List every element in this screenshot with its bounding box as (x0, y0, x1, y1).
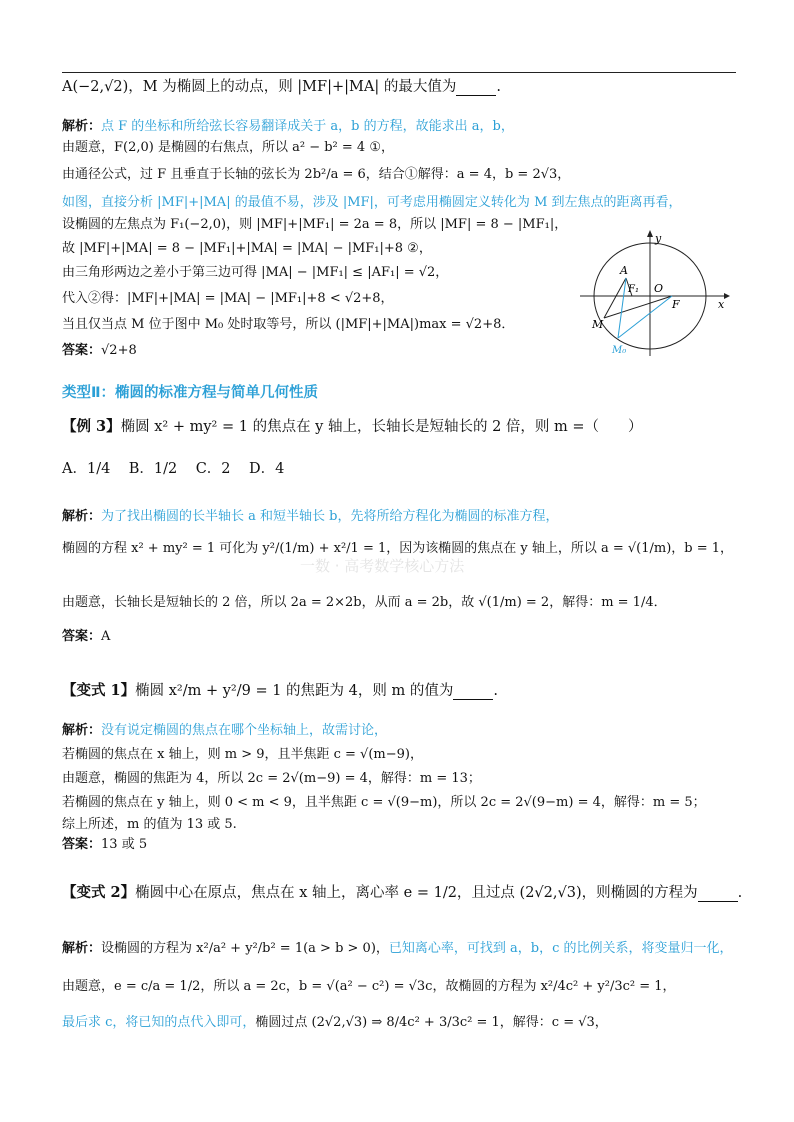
section-title: 类型Ⅱ：椭圆的标准方程与简单几何性质 (62, 385, 319, 401)
answer-blank (456, 81, 496, 96)
label-F: F (672, 298, 680, 311)
top-rule (62, 72, 736, 73)
var2-analysis-line-1: 解析：设椭圆的方程为 x²/a² + y²/b² = 1(a > b > 0)，已知离心率，可找到 a，b，c 的比例关系，将变量归一化， (62, 941, 733, 956)
ex2-question-tail: A(−2,√2)，M 为椭圆上的动点，则 |MF|+|MA| 的最大值为 . (62, 79, 501, 95)
ex2-analysis-line-9: 当且仅当点 M 位于图中 M₀ 处时取等号，所以 (|MF|+|MA|)max = √2+8． (62, 317, 515, 332)
ex3-answer: 答案：A (62, 629, 111, 644)
option-a: A．1/4 (62, 461, 111, 477)
ellipse-diagram (578, 228, 730, 358)
label-O: O (654, 282, 664, 295)
ex2-analysis-line-5: 设椭圆的左焦点为 F₁(−2,0)，则 |MF|+|MF₁| = 2a = 8，所以 |MF| = 8 − |MF₁|， (62, 217, 568, 232)
x-axis-arrow (724, 293, 730, 299)
ex3-options (62, 460, 284, 478)
ex2-analysis-line-3: 由通径公式，过 F 且垂直于长轴的弦长为 2b²/a = 6，结合①解得：a = 4，b = 2√3， (62, 167, 571, 182)
var1-answer: 答案：13 或 5 (62, 837, 148, 852)
option-d: D．4 (248, 461, 285, 477)
label-M: M (592, 318, 604, 331)
label-M0: M₀ (612, 345, 627, 356)
var2-analysis-line-3: 最后求 c，将已知的点代入即可，椭圆过点 (2√2,√3) ⇒ 8/4c² + 3/3c² = 1，解得：c = √3， (62, 1015, 608, 1030)
label-A: A (620, 264, 628, 277)
watermark: 一数 · 高考数学核心方法 (300, 557, 465, 575)
var1-analysis-line-4: 若椭圆的焦点在 y 轴上，则 0 < m < 9，且半焦距 c = √(9−m)，所以 2c = 2√(9−m) = 4，解得：m = 5； (62, 795, 706, 810)
ex3-question: 【例 3】椭圆 x² + my² = 1 的焦点在 y 轴上，长轴长是短轴长的 2 倍，则 m =（ ） (62, 418, 643, 435)
var1-analysis-line-2: 若椭圆的焦点在 x 轴上，则 m > 9，且半焦距 c = √(m−9)， (62, 747, 423, 762)
var1-question: 【变式 1】椭圆 x²/m + y²/9 = 1 的焦距为 4，则 m 的值为 . (62, 682, 498, 699)
ex2-analysis-line-8: 代入②得：|MF|+|MA| = |MA| − |MF₁|+8 < √2+8， (62, 291, 394, 306)
answer-blank (698, 887, 738, 902)
ex3-analysis-line-2: 椭圆的方程 x² + my² = 1 可化为 y²/(1/m) + x²/1 = 1，因为该椭圆的焦点在 y 轴上，所以 a = √(1/m)，b = 1， (62, 541, 734, 556)
label-y: y (655, 232, 662, 245)
segment-M0-A (618, 278, 626, 338)
label-F1: F₁ (628, 284, 639, 295)
var1-analysis-line-5: 综上所述，m 的值为 13 或 5. (62, 817, 237, 832)
var2-question: 【变式 2】椭圆中心在原点，焦点在 x 轴上，离心率 e = 1/2，且过点 (2√2,√3)，则椭圆的方程为 . (62, 884, 743, 901)
ex2-analysis-line-1: 解析：点 F 的坐标和所给弦长容易翻译成关于 a，b 的方程，故能求出 a，b， (62, 119, 514, 134)
option-b: B．1/2 (128, 461, 178, 477)
ex2-analysis-line-4: 如图，直接分析 |MF|+|MA| 的最值不易，涉及 |MF|，可考虑用椭圆定义转化为 M 到左焦点的距离再看， (62, 195, 682, 210)
ex2-analysis-line-2: 由题意，F(2,0) 是椭圆的右焦点，所以 a² − b² = 4 ①， (62, 140, 394, 155)
ex2-analysis-line-7: 由三角形两边之差小于第三边可得 |MA| − |MF₁| ≤ |AF₁| = √2， (62, 265, 449, 280)
segment-M0-F (618, 296, 672, 338)
ex2-analysis-line-6: 故 |MF|+|MA| = 8 − |MF₁|+|MA| = |MA| − |MF₁|+8 ②， (62, 241, 432, 256)
var2-analysis-line-2: 由题意，e = c/a = 1/2，所以 a = 2c，b = √(a² − c²) = √3c，故椭圆的方程为 x²/4c² + y²/3c² = 1， (62, 979, 676, 994)
ex3-analysis-line-1: 解析：为了找出椭圆的长半轴长 a 和短半轴长 b，先将所给方程化为椭圆的标准方程， (62, 509, 559, 524)
option-c: C．2 (195, 461, 231, 477)
y-axis-arrow (647, 230, 653, 237)
var1-analysis-line-1: 解析：没有说定椭圆的焦点在哪个坐标轴上，故需讨论， (62, 723, 388, 738)
answer-blank (453, 685, 493, 700)
var1-analysis-line-3: 由题意，椭圆的焦距为 4，所以 2c = 2√(m−9) = 4，解得：m = 13； (62, 771, 481, 786)
label-x: x (718, 298, 725, 311)
ex3-analysis-line-3: 由题意，长轴长是短轴长的 2 倍，所以 2a = 2×2b，从而 a = 2b，故 √(1/m) = 2，解得：m = 1/4． (62, 595, 667, 610)
ex2-answer: 答案：√2+8 (62, 343, 137, 358)
